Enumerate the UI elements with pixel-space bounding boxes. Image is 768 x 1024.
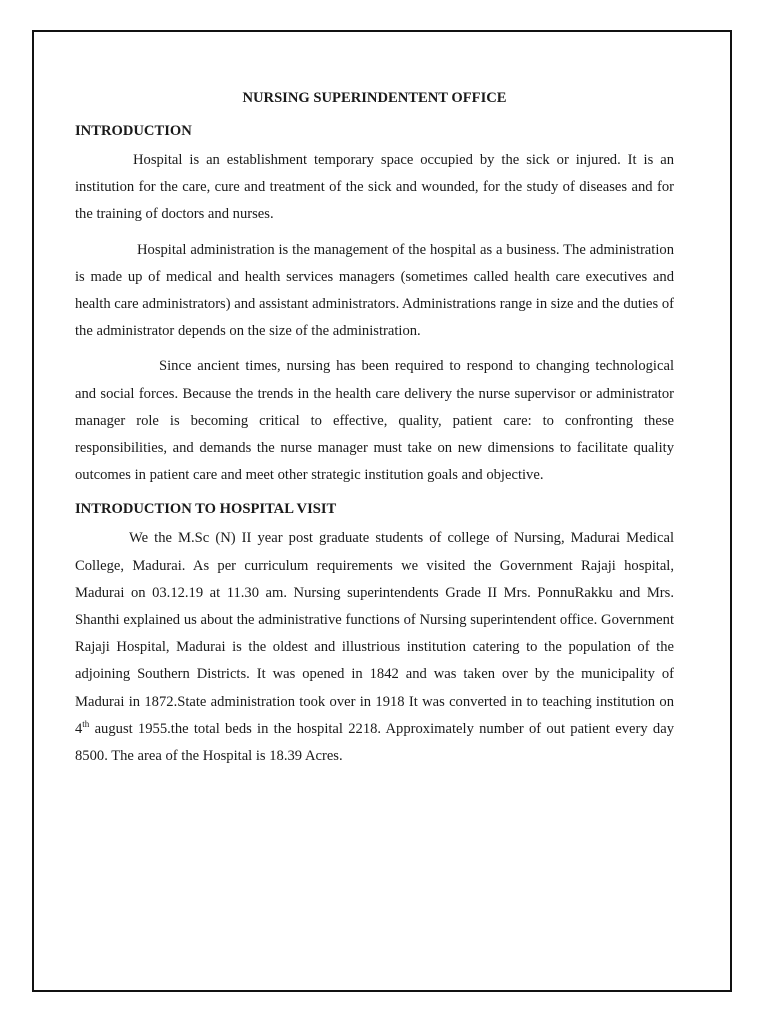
paragraph-hospital-definition: Hospital is an establishment temporary space occupied by the sick or injured. It is an institution for the care, cure and treatment of the sick and wounded, for the study of diseases and for the training of doctors and nurses.: [75, 152, 674, 223]
document-body: [75, 87, 674, 770]
document-title: NURSING SUPERINDENTENT OFFICE: [242, 90, 507, 106]
paragraph-hospital-visit-part-2: august 1955.the total beds in the hospital 2218. Approximately number of out patient every day 8500. The area of the Hospital is 18.39 Acres.: [75, 720, 674, 765]
paragraph-hospital-visit: [75, 525, 674, 770]
introduction-heading: INTRODUCTION: [75, 123, 192, 139]
ordinal-superscript: th: [82, 719, 90, 729]
hospital-visit-heading: INTRODUCTION TO HOSPITAL VISIT: [75, 501, 337, 518]
paragraph-nursing-history: Since ancient times, nursing has been required to respond to changing technological and social forces. Because the trends in the health care delivery the nurse supervisor or administrator manager role is becoming critical to effective, quality, patient care: to confronting these responsibilities, and demands the nurse manager must take on new dimensions to facilitate quality outcomes in patient care and meet other strategic institution goals and objective.: [75, 358, 674, 484]
paragraph-hospital-visit-part-1: We the M.Sc (N) II year post graduate students of college of Nursing, Madurai Medical College, Madurai. As per curriculum requirements we visited the Government Rajaji hospital, Madurai on 03.12.19 at 11.30 am. Nursing superintendents Grade II Mrs. PonnuRakku and Mrs. Shanthi explained us about the administrative functions of Nursing superintendent office. Government Rajaji Hospital, Madurai is the oldest and illustrious institution catering to the population of the adjoining Southern Districts. It was opened in 1842 and was taken over by the municipality of Madurai in 1872.State administration took over in 1918 It was converted in to teaching institution on 4: [75, 530, 674, 737]
paragraph-hospital-administration: Hospital administration is the management of the hospital as a business. The administration is made up of medical and health services managers (sometimes called health care executives and health care administrators) and assistant administrators. Administrations range in size and the duties of the administrator depends on the size of the administration.: [75, 241, 675, 340]
